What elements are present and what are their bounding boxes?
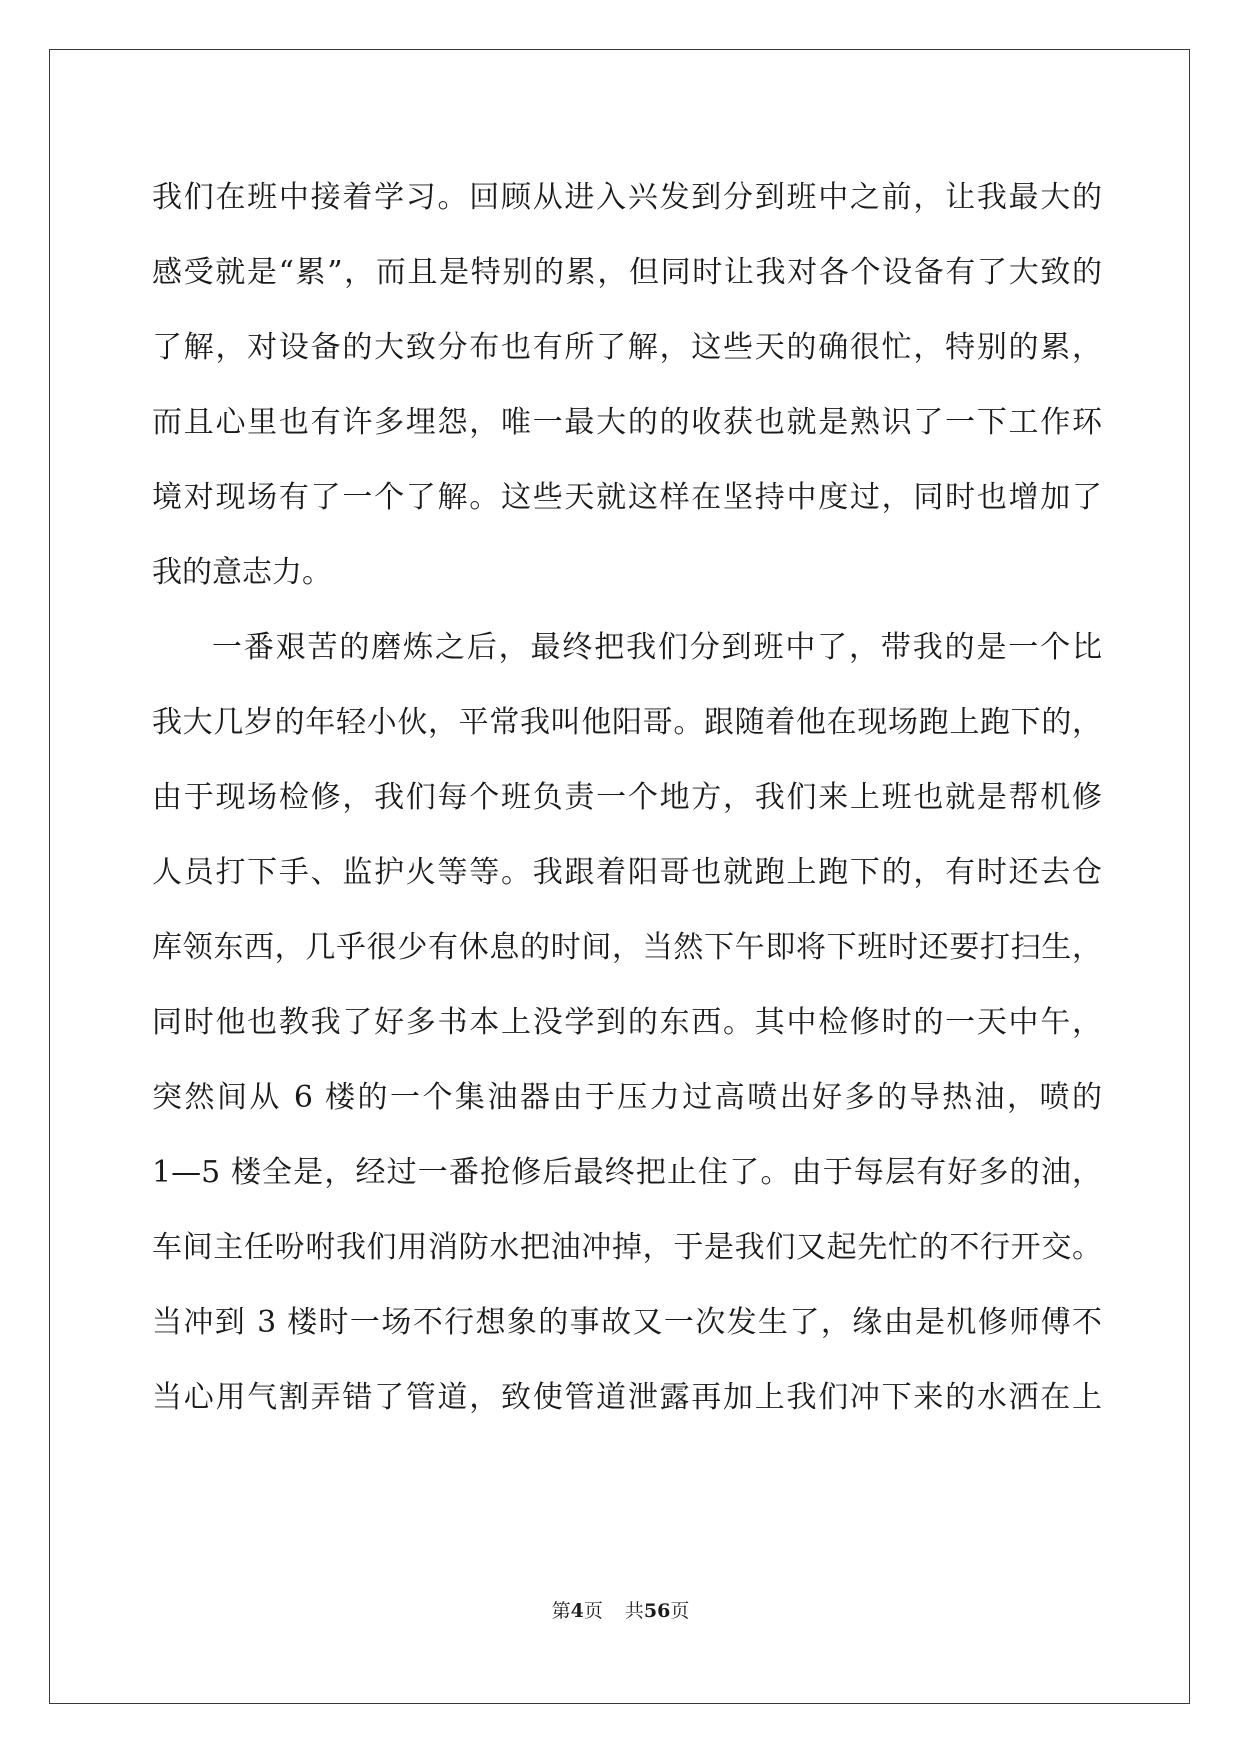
text-line-8: 我大几岁的年轻小伙，平常我叫他阳哥。跟随着他在现场跑上跑下的， [152, 705, 1102, 740]
page-footer [0, 1596, 1241, 1623]
text-line-16: 当冲到 3 楼时一场不行想象的事故又一次发生了，缘由是机修师傅不 [152, 1305, 1102, 1340]
text-line-15: 车间主任吩咐我们用消防水把油冲掉，于是我们又起先忙的不行开交。 [152, 1230, 1102, 1265]
text-line-2: 感受就是“累”，而且是特别的累，但同时让我对各个设备有了大致的 [152, 255, 1102, 290]
document-body [152, 160, 1102, 1435]
text-line-7: 一番艰苦的磨炼之后，最终把我们分到班中了，带我的是一个比 [212, 630, 1102, 665]
text-line-11: 库领东西，几乎很少有休息的时间，当然下午即将下班时还要打扫生， [152, 930, 1102, 965]
text-line-12: 同时他也教我了好多书本上没学到的东西。其中检修时的一天中午， [152, 1005, 1102, 1040]
text-line-5: 境对现场有了一个了解。这些天就这样在坚持中度过，同时也增加了 [152, 480, 1102, 515]
text-line-1: 我们在班中接着学习。回顾从进入兴发到分到班中之前，让我最大的 [152, 180, 1102, 215]
text-line-6: 我的意志力。 [152, 555, 332, 590]
text-line-13: 突然间从 6 楼的一个集油器由于压力过高喷出好多的导热油，喷的 [152, 1080, 1102, 1115]
text-line-3: 了解，对设备的大致分布也有所了解，这些天的确很忙，特别的累， [152, 330, 1102, 365]
text-line-14: 1—5 楼全是，经过一番抢修后最终把止住了。由于每层有好多的油， [152, 1155, 1102, 1190]
text-line-9: 由于现场检修，我们每个班负责一个地方，我们来上班也就是帮机修 [152, 780, 1102, 815]
footer-total-prefix: 共 [624, 1600, 644, 1622]
footer-page-suffix: 页 [583, 1600, 603, 1622]
footer-total-suffix: 页 [670, 1600, 690, 1622]
text-line-17: 当心用气割弄错了管道，致使管道泄露再加上我们冲下来的水洒在上 [152, 1380, 1102, 1415]
text-line-4: 而且心里也有许多埋怨，唯一最大的的收获也就是熟识了一下工作环 [152, 405, 1102, 440]
text-line-10: 人员打下手、监护火等等。我跟着阳哥也就跑上跑下的，有时还去仓 [152, 855, 1102, 890]
footer-page-number: 4 [570, 1600, 584, 1622]
footer-total-number: 56 [643, 1600, 671, 1622]
footer-page-prefix: 第 [551, 1600, 571, 1622]
